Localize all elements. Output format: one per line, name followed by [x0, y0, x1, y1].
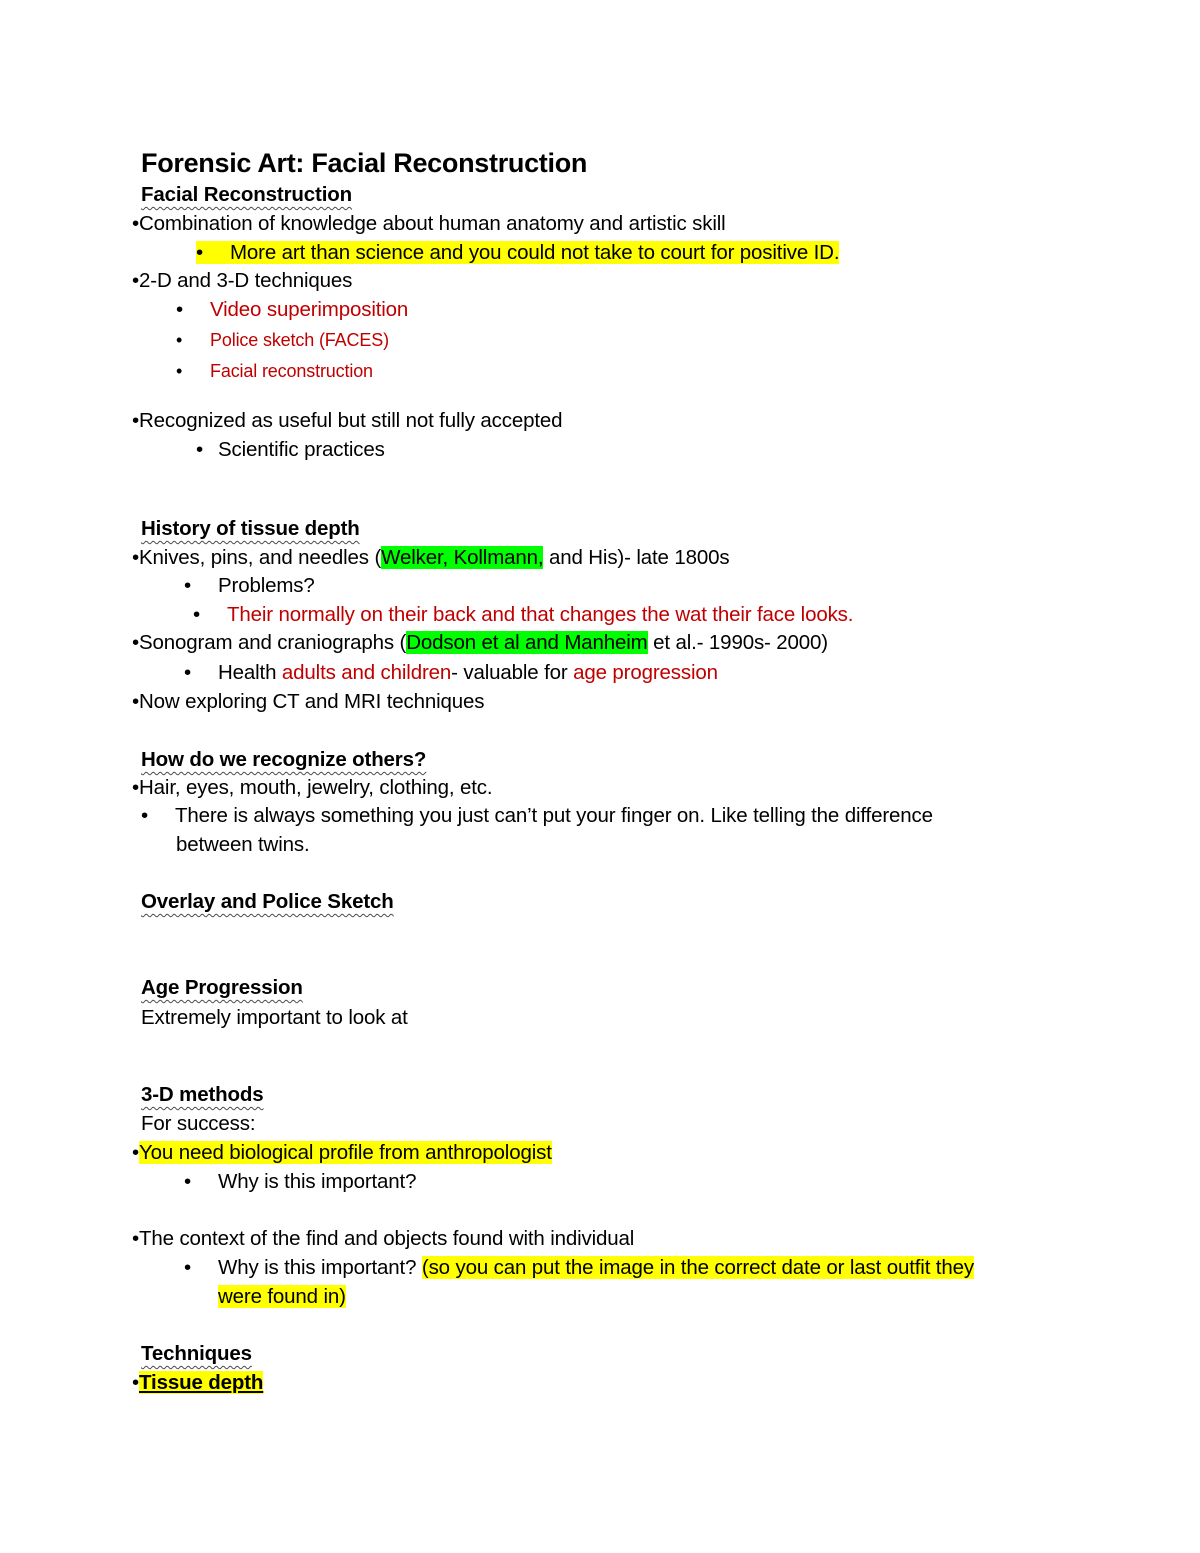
bullet-icon: • — [184, 661, 192, 684]
list-item: • Scientific practices — [196, 438, 385, 461]
list-item: • There is always something you just can’t put your finger on. Like telling the difference — [141, 804, 933, 827]
list-item — [132, 1141, 552, 1165]
bullet-icon: • — [196, 241, 204, 264]
list-item: • Video superimposition — [176, 298, 409, 321]
bullet-icon: • — [193, 603, 201, 626]
bullet-icon: • — [196, 438, 204, 461]
heading-history-of-tissue-depth: History of tissue depth — [141, 517, 360, 540]
bullet-icon: • — [184, 1256, 192, 1279]
bullet-icon: • — [132, 1371, 140, 1394]
heading-how-do-we-recognize-others: How do we recognize others? — [141, 748, 427, 771]
paragraph: Extremely important to look at — [141, 1006, 408, 1029]
heading-overlay-and-police-sketch: Overlay and Police Sketch — [141, 890, 394, 913]
list-item-continuation — [218, 1285, 346, 1309]
list-item: • Why is this important? — [184, 1170, 417, 1193]
heading-techniques: Techniques — [141, 1342, 252, 1365]
list-item — [132, 1371, 263, 1395]
list-item: •Now exploring CT and MRI techniques — [132, 690, 485, 713]
bullet-icon: • — [132, 776, 140, 799]
heading-facial-reconstruction: Facial Reconstruction — [141, 183, 353, 206]
list-item: •Combination of knowledge about human anatomy and artistic skill — [132, 212, 726, 235]
list-item: • Their normally on their back and that changes the wat their face looks. — [193, 603, 854, 626]
highlighted-text: were found in) — [218, 1285, 346, 1308]
bullet-icon: • — [132, 1227, 140, 1250]
heading-3d-methods: 3-D methods — [141, 1083, 264, 1106]
bullet-icon: • — [184, 1170, 192, 1193]
highlighted-text: You need biological profile from anthropologist — [139, 1141, 552, 1164]
list-item: •Recognized as useful but still not fully accepted — [132, 409, 563, 432]
list-item-continuation: between twins. — [176, 833, 310, 856]
bullet-icon: • — [132, 1141, 140, 1164]
bullet-icon: • — [132, 269, 140, 292]
bullet-icon: • — [132, 409, 140, 432]
paragraph: For success: — [141, 1112, 256, 1135]
bullet-icon: • — [176, 298, 184, 321]
bullet-icon: • — [132, 690, 140, 713]
bullet-icon: • — [176, 361, 183, 381]
highlighted-text: Tissue depth — [139, 1371, 264, 1394]
list-item: •Knives, pins, and needles (Welker, Kollmann, and His)- late 1800s — [132, 546, 730, 569]
highlighted-text: Dodson et al and Manheim — [406, 631, 648, 654]
list-item: • Health adults and children- valuable for age progression — [184, 661, 718, 684]
list-item: • Why is this important? (so you can put the image in the correct date or last outfit they — [184, 1256, 974, 1279]
document-title: Forensic Art: Facial Reconstruction — [141, 148, 588, 178]
highlighted-text: • More art than science and you could not take to court for positive ID. — [196, 241, 840, 264]
list-item: •Hair, eyes, mouth, jewelry, clothing, etc. — [132, 776, 493, 799]
highlighted-text: (so you can put the image in the correct date or last outfit they — [421, 1256, 974, 1279]
list-item: •The context of the find and objects found with individual — [132, 1227, 635, 1250]
bullet-icon: • — [141, 804, 149, 827]
bullet-icon: • — [176, 330, 183, 350]
bullet-icon: • — [132, 546, 140, 569]
bullet-icon: • — [132, 631, 140, 654]
list-item: •2-D and 3-D techniques — [132, 269, 353, 292]
highlighted-text: Welker, Kollmann, — [381, 546, 544, 569]
heading-age-progression: Age Progression — [141, 976, 303, 999]
bullet-icon: • — [132, 212, 140, 235]
list-item — [196, 241, 839, 265]
list-item: • Problems? — [184, 574, 315, 597]
list-item: • Police sketch (FACES) — [176, 330, 389, 350]
list-item: • Facial reconstruction — [176, 361, 373, 381]
list-item: •Sonogram and craniographs (Dodson et al and Manheim et al.- 1990s- 2000) — [132, 631, 828, 654]
bullet-icon: • — [184, 574, 192, 597]
